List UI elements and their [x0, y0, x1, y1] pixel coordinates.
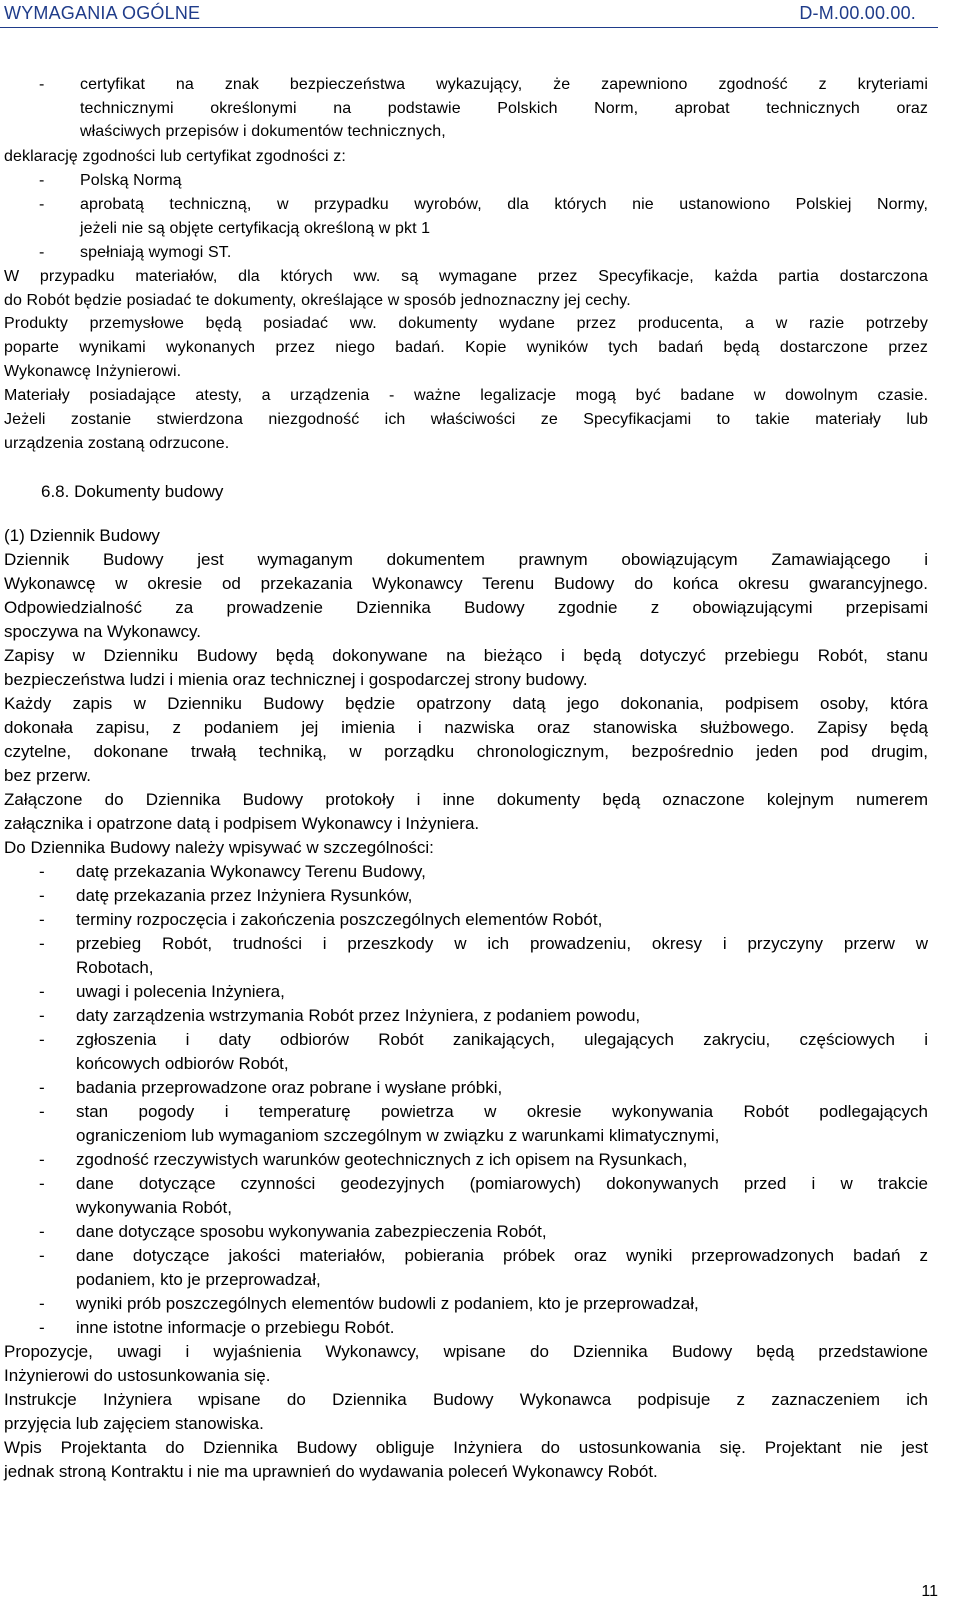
diary-item: datę przekazania Wykonawcy Terenu Budowy,: [76, 862, 426, 881]
diary-line: załącznika i opatrzone datą i podpisem Wykonawcy i Inżyniera.: [4, 814, 480, 833]
bullet-dash: -: [39, 1030, 45, 1049]
cert-line: certyfikat na znak bezpieczeństwa wykazujący, że zapewniono zgodność z kryteriami: [80, 76, 928, 93]
declaration-line: deklarację zgodności lub certyfikat zgodności z:: [4, 148, 346, 165]
bullet-dash: -: [39, 982, 45, 1001]
diary-line: Do Dziennika Budowy należy wpisywać w szczególności:: [4, 838, 434, 857]
decl-item: spełniają wymogi ST.: [80, 244, 232, 261]
diary-line: bez przerw.: [4, 766, 91, 785]
materials-line: Produkty przemysłowe będą posiadać ww. dokumenty wydane przez producenta, a w razie potrzeby: [4, 315, 928, 332]
decl-item: Polską Normą: [80, 172, 182, 189]
diary-line: dokonała zapisu, z podaniem jej imienia i nazwiska oraz stanowiska służbowego. Zapisy będą: [4, 718, 928, 737]
diary-item: końcowych odbiorów Robót,: [76, 1054, 289, 1073]
bullet-dash: -: [39, 886, 45, 905]
bullet-dash: -: [39, 76, 45, 93]
diary-item: podaniem, kto je przeprowadzał,: [76, 1270, 321, 1289]
bullet-dash: -: [39, 1318, 45, 1337]
page-number: 11: [921, 1583, 938, 1600]
diary-item: wyniki prób poszczególnych elementów budowli z podaniem, kto je przeprowadzał,: [76, 1294, 699, 1313]
bullet-dash: -: [39, 244, 45, 261]
bullet-dash: -: [39, 1222, 45, 1241]
diary-item: dane dotyczące czynności geodezyjnych (pomiarowych) dokonywanych przed i w trakcie: [76, 1174, 928, 1193]
diary-item: inne istotne informacje o przebiegu Robót.: [76, 1318, 395, 1337]
materials-line: Jeżeli zostanie stwierdzona niezgodność ich właściwości ze Specyfikacjami to takie materiały lub: [4, 411, 928, 428]
diary-item: badania przeprowadzone oraz pobrane i wysłane próbki,: [76, 1078, 503, 1097]
bullet-dash: -: [39, 1006, 45, 1025]
diary-item: Robotach,: [76, 958, 154, 977]
subheading: (1) Dziennik Budowy: [4, 526, 160, 545]
closing-line: Inżynierowi do ustosunkowania się.: [4, 1366, 271, 1385]
bullet-dash: -: [39, 1102, 45, 1121]
diary-line: spoczywa na Wykonawcy.: [4, 622, 201, 641]
page-header: [0, 0, 938, 28]
diary-item: terminy rozpoczęcia i zakończenia poszczególnych elementów Robót,: [76, 910, 603, 929]
diary-line: bezpieczeństwa ludzi i mienia oraz technicznej i gospodarczej strony budowy.: [4, 670, 588, 689]
materials-line: Wykonawcę Inżynierowi.: [4, 363, 182, 380]
diary-item: datę przekazania przez Inżyniera Rysunków,: [76, 886, 413, 905]
diary-item: uwagi i polecenia Inżyniera,: [76, 982, 285, 1001]
diary-item: przebieg Robót, trudności i przeszkody w ich prowadzeniu, okresy i przyczyny przerw w: [76, 934, 928, 953]
closing-line: Wpis Projektanta do Dziennika Budowy obliguje Inżyniera do ustosunkowania się. Projektant nie jest: [4, 1438, 928, 1457]
bullet-dash: -: [39, 1150, 45, 1169]
materials-line: poparte wynikami wykonanych przez niego badań. Kopie wyników tych badań będą dostarczone przez: [4, 339, 928, 356]
bullet-dash: -: [39, 1174, 45, 1193]
closing-line: Instrukcje Inżyniera wpisane do Dziennika Budowy Wykonawca podpisuje z zaznaczeniem ich: [4, 1390, 928, 1409]
cert-line: technicznymi określonymi na podstawie Polskich Norm, aprobat technicznych oraz: [80, 100, 928, 117]
closing-line: Propozycje, uwagi i wyjaśnienia Wykonawcy, wpisane do Dziennika Budowy będą przedstawione: [4, 1342, 928, 1361]
bullet-dash: -: [39, 196, 45, 213]
section-heading: 6.8. Dokumenty budowy: [41, 482, 224, 501]
bullet-dash: -: [39, 910, 45, 929]
closing-line: przyjęcia lub zajęciem stanowiska.: [4, 1414, 264, 1433]
bullet-dash: -: [39, 934, 45, 953]
diary-item: zgłoszenia i daty odbiorów Robót zanikających, ulegających zakryciu, częściowych i: [76, 1030, 928, 1049]
diary-line: Zapisy w Dzienniku Budowy będą dokonywane na bieżąco i będą dotyczyć przebiegu Robót, stanu: [4, 646, 928, 665]
diary-item: daty zarządzenia wstrzymania Robót przez Inżyniera, z podaniem powodu,: [76, 1006, 641, 1025]
bullet-dash: -: [39, 1294, 45, 1313]
diary-line: czytelne, dokonane trwałą techniką, w porządku chronologicznym, bezpośrednio jeden pod drugim,: [4, 742, 928, 761]
diary-line: Wykonawcę w okresie od przekazania Wykonawcy Terenu Budowy do końca okresu gwarancyjnego.: [4, 574, 928, 593]
diary-item: zgodność rzeczywistych warunków geotechnicznych z ich opisem na Rysunkach,: [76, 1150, 688, 1169]
diary-item: wykonywania Robót,: [76, 1198, 232, 1217]
bullet-dash: -: [39, 862, 45, 881]
diary-line: Załączone do Dziennika Budowy protokoły i inne dokumenty będą oznaczone kolejnym numerem: [4, 790, 928, 809]
header-doc-code: D-M.00.00.00.: [799, 3, 916, 23]
diary-item: dane dotyczące jakości materiałów, pobierania próbek oraz wyniki przeprowadzonych badań z: [76, 1246, 928, 1265]
diary-line: Każdy zapis w Dzienniku Budowy będzie opatrzony datą jego dokonania, podpisem osoby, która: [4, 694, 928, 713]
diary-line: Odpowiedzialność za prowadzenie Dziennika Budowy zgodnie z obowiązującymi przepisami: [4, 598, 928, 617]
materials-line: W przypadku materiałów, dla których ww. są wymagane przez Specyfikacje, każda partia dostarczona: [4, 268, 928, 285]
bullet-dash: -: [39, 1246, 45, 1265]
bullet-dash: -: [39, 172, 45, 189]
cert-line: właściwych przepisów i dokumentów technicznych,: [80, 123, 446, 140]
closing-line: jednak stroną Kontraktu i nie ma uprawnień do wydawania poleceń Wykonawcy Robót.: [4, 1462, 658, 1481]
diary-line: Dziennik Budowy jest wymaganym dokumentem prawnym obowiązującym Zamawiającego i: [4, 550, 928, 569]
bullet-dash: -: [39, 1078, 45, 1097]
diary-item: stan pogody i temperaturę powietrza w okresie wykonywania Robót podlegających: [76, 1102, 928, 1121]
header-title: WYMAGANIA OGÓLNE: [4, 3, 201, 23]
materials-line: Materiały posiadające atesty, a urządzenia - ważne legalizacje mogą być badane w dowolnym czasie.: [4, 387, 928, 404]
materials-line: do Robót będzie posiadać te dokumenty, określające w sposób jednoznaczny jej cechy.: [4, 292, 631, 309]
materials-line: urządzenia zostaną odrzucone.: [4, 435, 230, 452]
decl-item: aprobatą techniczną, w przypadku wyrobów, dla których nie ustanowiono Polskiej Normy,: [80, 196, 928, 213]
decl-item: jeżeli nie są objęte certyfikacją określoną w pkt 1: [80, 220, 431, 237]
diary-item: dane dotyczące sposobu wykonywania zabezpieczenia Robót,: [76, 1222, 547, 1241]
diary-item: ograniczeniom lub wymaganiom szczególnym w związku z warunkami klimatycznymi,: [76, 1126, 720, 1145]
